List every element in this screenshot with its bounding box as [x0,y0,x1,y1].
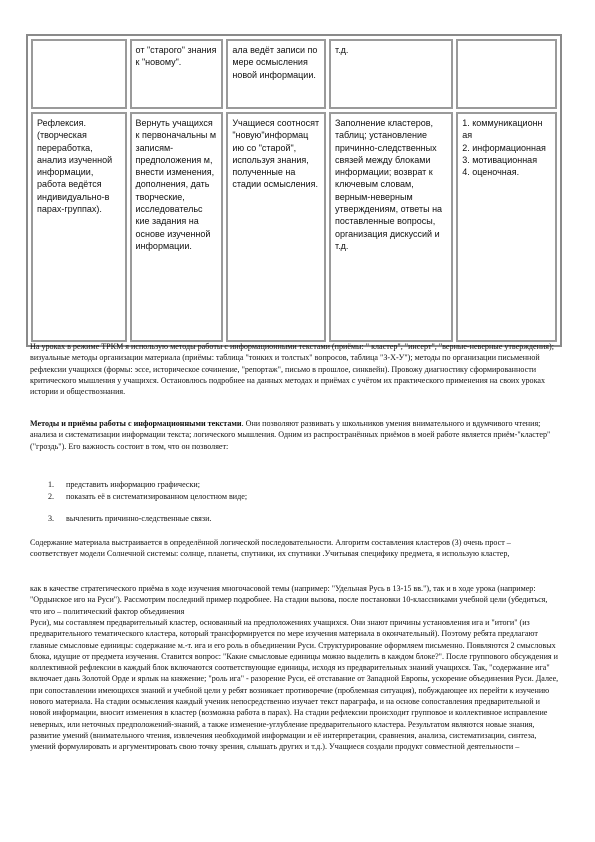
table-cell: т.д. [329,39,453,109]
table-cell: Вернуть учащихся к первоначальны м записям-предположения м, внести изменения, дополнения, дать творческие, исследовательс кие задания на основе изученной информации. [130,112,224,342]
list-item: 3. вычленить причинно-следственные связи. [48,514,212,523]
table-cell: Учащиеся соотносят "новую"информац ию со "старой", используя знания, полученные на стадии осмысления. [226,112,326,342]
table-cell: 1. коммуникационн ая 2. информационная 3. мотивационная 4. оценочная. [456,112,557,342]
paragraph-cluster: Руси), мы составляем предварительный кластер, основанный на предположениях учащихся. Они знают причины установления ига и "итоги" (из предварительного тематического кластера, который трансформируется по мере изучения материала в окончательный). Поэтому ребята предлагают главные смысловые единицы: содержание м.-т. ига и его роль в объединении Руси. Структурирование оформляем письменно. Появляются 2 смысловых блока, идущие от предмета изучения. Ставится вопрос: "Какие смысловые единицы можно выделить в каждом блоке?". После группового обсуждения и коллективной рефлексии в каждый блок включаются соответствующие единицы, исходя из предварительных знаний учащихся. Так, "содержание ига" включает дань Золотой Орде и ярлык на княжение; "роль ига" - разорение Руси, её отставание от Западной Европы, ускорение объединения Руси. Далее, при сопоставлении имеющихся знаний и учебной цели у ребят возникает противоречие (проблемная ситуация), побуждающее их перейти к изучению нового материала. На стадии осмысления каждый ученик непосредственно изучает текст параграфа, и на основе сопоставления предварительной и новой информации, вносит изменения в кластер (возможна работа в парах). На стадии рефлексии происходит групповое и коллективное исправление неверных, или неточных предположений-знаний, а также изменение-углубление предварительного кластера. Результатом являются новые знания, развитие умений (внимательного чтения, извлечения необходимой информации и её интерпретации, сравнения, анализа, систематизации, синтеза, умений формулировать и аргументировать свою точку зрения, слышать других и т.д.). Учащиеся создали продукт совместной деятельности – [30,618,559,752]
table-row [31,112,557,342]
paragraph-algorithm: Содержание материала выстраивается в определённой логической последовательности. Алгоритм составления кластеров (3) очень прост – соответствует модели Солнечной системы: солнце, планеты, спутники, их спутники .Учитывая специфику предмета, я использую кластер, [30,538,511,559]
list-item: 2. показать её в систематизированном целостном виде; [48,492,248,501]
table-cell: Рефлексия. (творческая переработка, анализ изученной информации, работа ведётся индивидуально-в парах-группах). [31,112,127,342]
table-cell [456,39,557,109]
table-cell: Заполнение кластеров, таблиц; установление причинно-следственных связей между блоками информации; возврат к ключевым словам, верным-неверным утверждениям, ответы на поставленные вопросы, организация дискуссий и т.д. [329,112,453,342]
methods-table [28,36,560,345]
table-row [31,39,557,109]
table-cell: от "старого" знания к "новому". [130,39,224,109]
table-cell: ала ведёт записи по мере осмысления новой информации. [226,39,326,109]
paragraph-intro: На уроках в режиме ТРКМ я использую методы работы с информационными текстами (приёмы: " кластер", "инсерт", "верные-неверные утверждения); визуальные методы организации материала (приёмы: таблица "тонких и толстых" вопросов, таблица "З-Х-У"); методы по организации письменной рефлексии учащихся (формы: эссе, историческое сочинение, "репортаж", письмо в прошлое, синквейн). Провожу диагностику сформированности критического мышления у учащихся. Остановлюсь подробнее на данных методах и приёмах с учётом их практического применения на своих уроках истории и обществознания. [30,342,554,397]
paragraph-methods [30,418,560,452]
paragraph-example: как в качестве стратегического приёма в ходе изучения многочасовой темы (например: "Удельная Русь в 13-15 вв."), так и в ходе урока (например: "Ордынское иго на Руси"). Рассмотрим последний пример подробнее. На стадии вызова, после постановки 10-классниками учебной цели (убедиться, что иго – политический фактор объединения [30,584,548,616]
list-item: 1. представить информацию графически; [48,480,200,489]
table-cell [31,39,127,109]
methods-heading: Методы и приёмы работы с информационными текстами [30,419,242,428]
methods-text: . Они позволяют развивать у школьников умения внимательного и вдумчивого чтения; анализа и систематизации информации текста; логического мышления. Одним из распространённых приёмов в моей работе является приём-"кластер" ("гроздь"). Его важность состоит в том, что он позволяет: [30,419,551,451]
